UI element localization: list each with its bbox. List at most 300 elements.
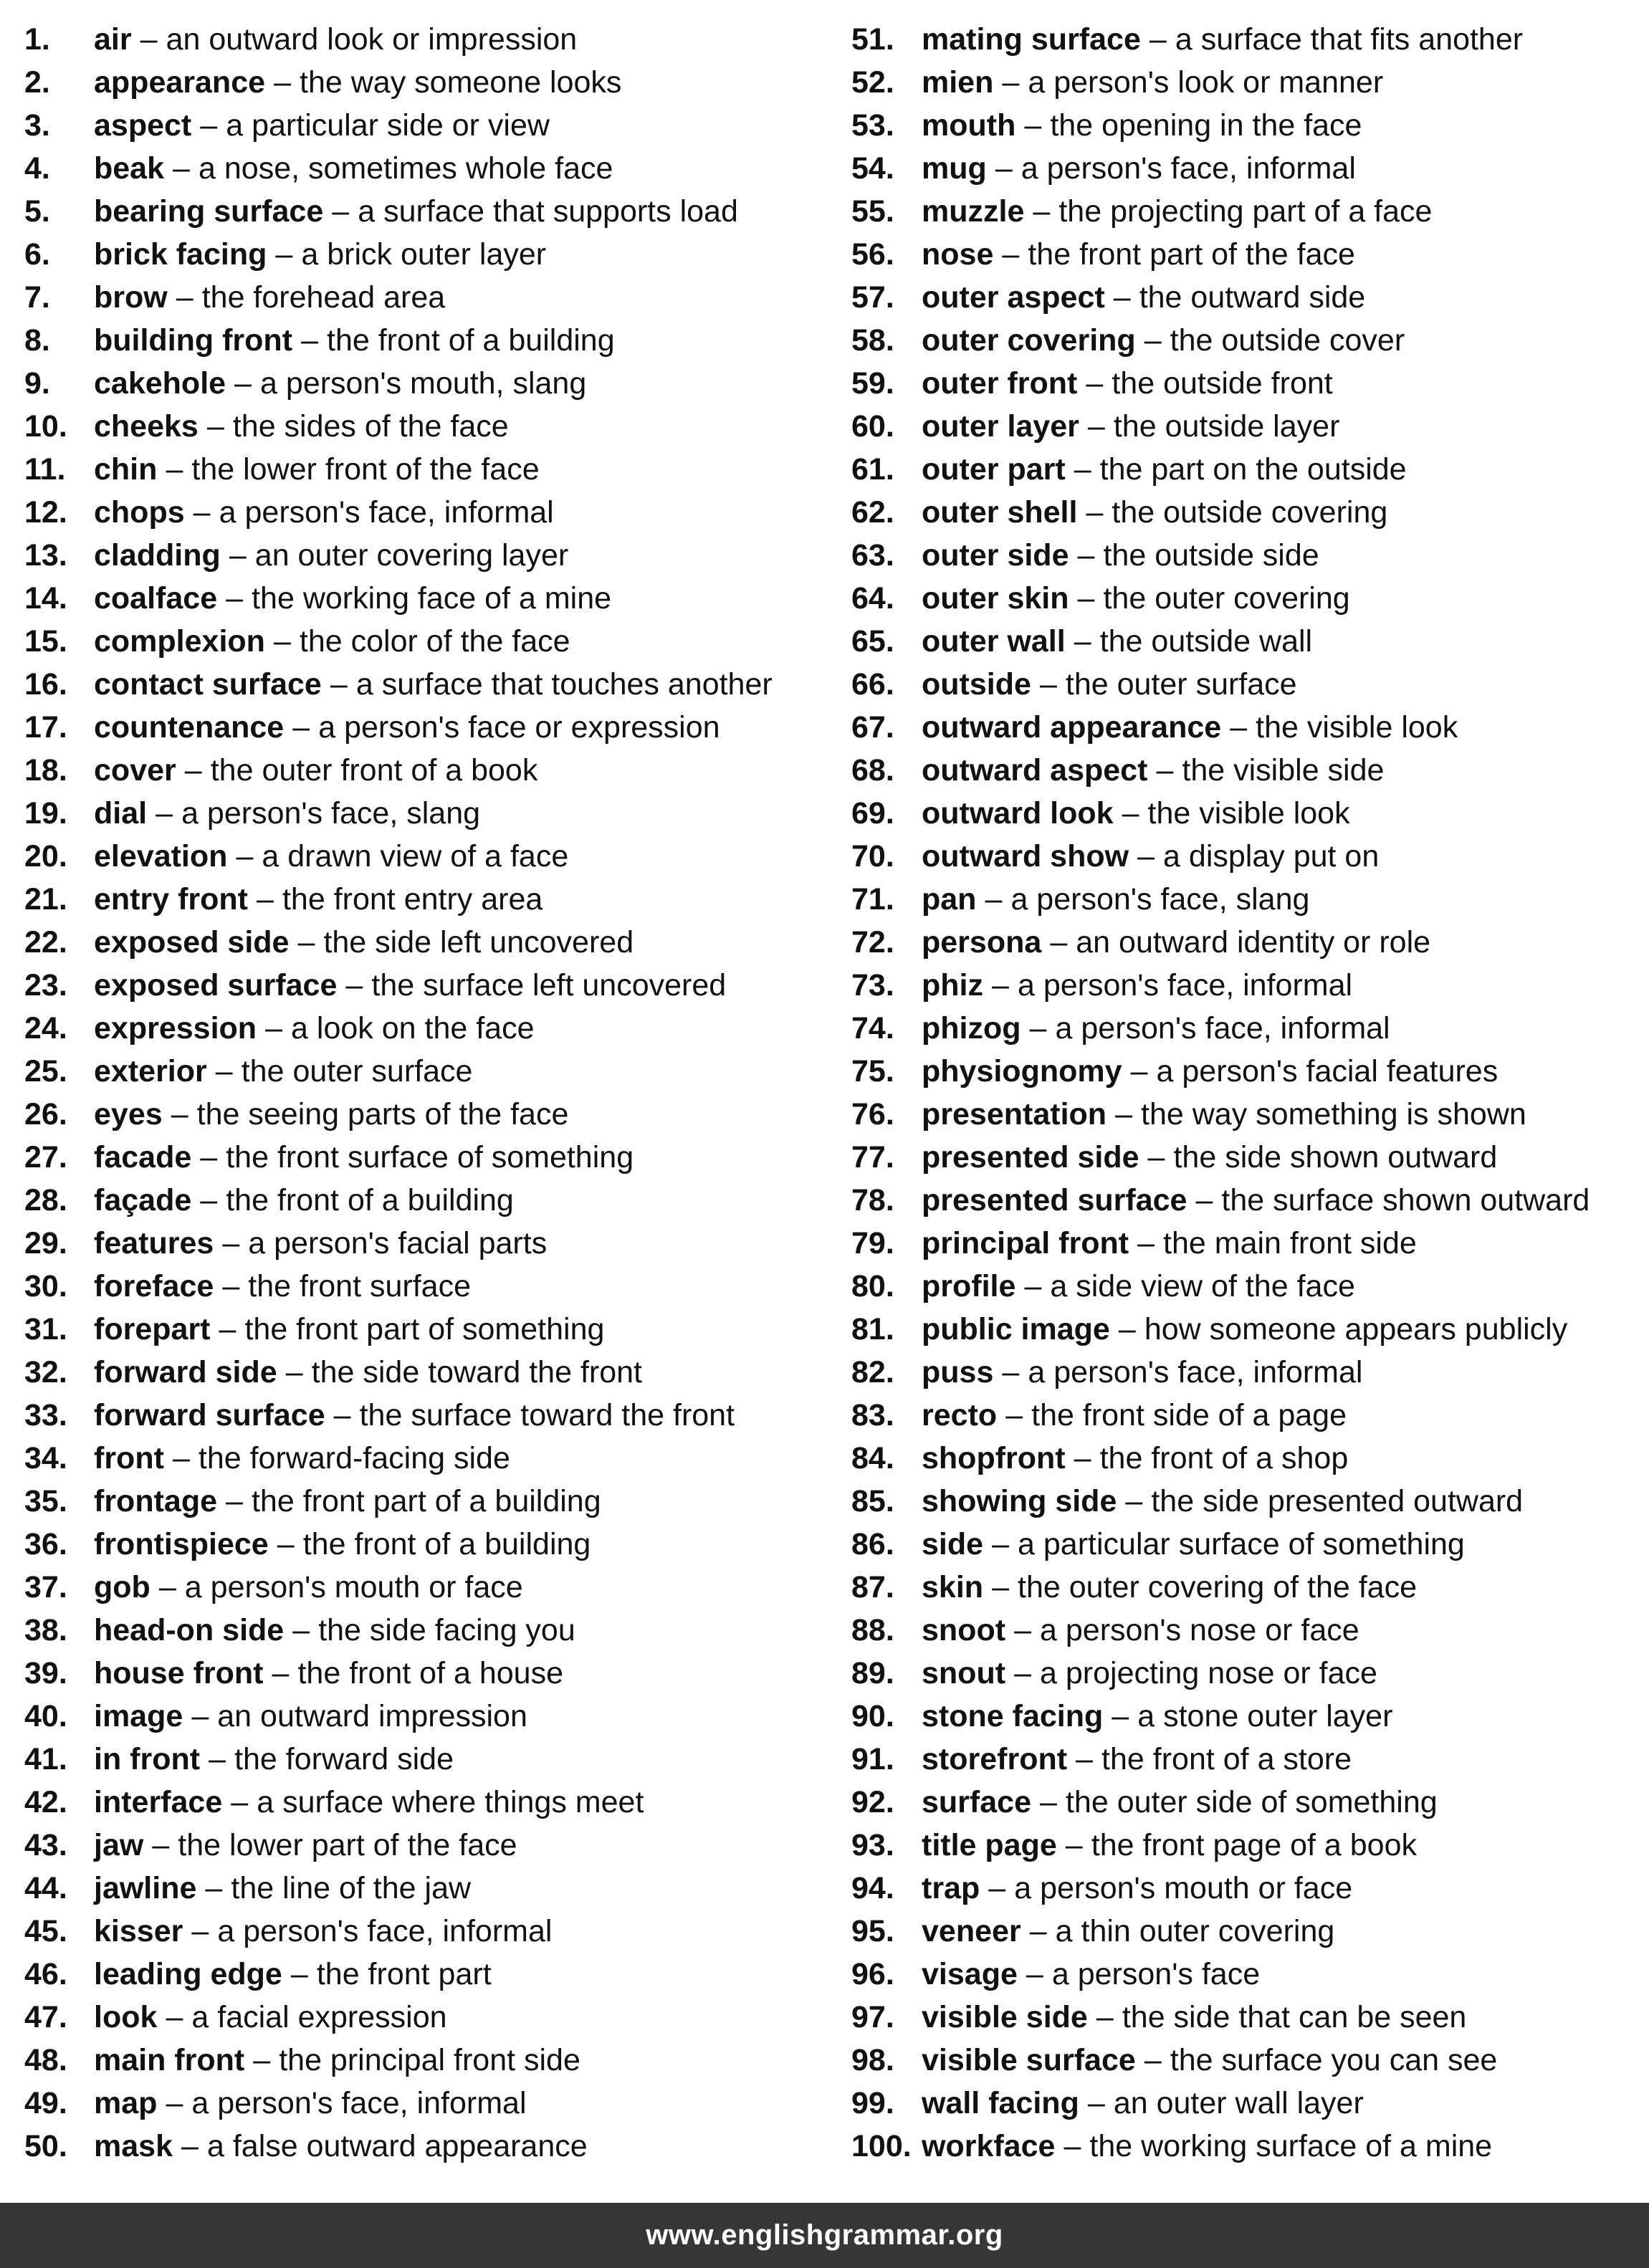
- list-item: [24, 1222, 834, 1265]
- list-item: [24, 534, 834, 577]
- item-term: jaw: [94, 1828, 144, 1862]
- item-term: public image: [922, 1312, 1110, 1346]
- item-definition: a look on the face: [291, 1011, 535, 1046]
- item-definition: a person's facial parts: [248, 1226, 548, 1260]
- item-number: 68.: [851, 753, 894, 788]
- list-item: [851, 663, 1647, 706]
- item-term: air: [94, 22, 132, 57]
- item-term: main front: [94, 2043, 245, 2077]
- item-definition: a surface that fits another: [1175, 22, 1524, 57]
- list-item: [851, 1695, 1647, 1738]
- item-number: 59.: [851, 366, 894, 401]
- item-number: 25.: [24, 1054, 67, 1088]
- item-term: visible surface: [922, 2043, 1136, 2077]
- item-definition: the front side of a page: [1031, 1398, 1347, 1432]
- item-number: 70.: [851, 839, 894, 874]
- item-number: 23.: [24, 968, 67, 1003]
- item-definition: the front of a building: [327, 323, 615, 358]
- item-term: principal front: [922, 1226, 1129, 1260]
- item-number: 27.: [24, 1140, 67, 1174]
- item-definition: the part on the outside: [1099, 452, 1407, 487]
- item-definition: the outward side: [1139, 280, 1366, 315]
- item-separator: –: [1077, 538, 1095, 573]
- item-number: 92.: [851, 1785, 894, 1819]
- item-number: 61.: [851, 452, 894, 487]
- item-term: workface: [922, 2129, 1056, 2163]
- item-definition: a thin outer covering: [1055, 1914, 1335, 1948]
- item-number: 71.: [851, 882, 894, 917]
- item-separator: –: [995, 151, 1013, 186]
- item-separator: –: [285, 1355, 303, 1389]
- item-definition: the line of the jaw: [231, 1871, 472, 1905]
- list-item: [24, 1781, 834, 1824]
- item-definition: the lower part of the face: [178, 1828, 517, 1862]
- item-definition: the outer covering of the face: [1018, 1570, 1417, 1604]
- item-separator: –: [156, 796, 173, 831]
- list-item: [24, 620, 834, 663]
- item-term: snout: [922, 1656, 1006, 1690]
- list-item: [851, 534, 1647, 577]
- item-term: facade: [94, 1140, 192, 1174]
- item-definition: the forehead area: [201, 280, 446, 315]
- item-separator: –: [166, 452, 183, 487]
- list-item: [24, 1093, 834, 1136]
- item-number: 12.: [24, 495, 67, 530]
- list-item: [24, 1394, 834, 1437]
- item-definition: the visible side: [1182, 753, 1385, 788]
- footer-website-link[interactable]: www.englishgrammar.org: [646, 2219, 1003, 2251]
- item-separator: –: [272, 1656, 290, 1690]
- list-item: [851, 1394, 1647, 1437]
- list-item: [851, 190, 1647, 233]
- item-number: 87.: [851, 1570, 894, 1604]
- item-definition: the surface toward the front: [359, 1398, 735, 1432]
- item-separator: –: [1122, 796, 1139, 831]
- item-number: 41.: [24, 1742, 67, 1776]
- list-item: [24, 1910, 834, 1953]
- item-separator: –: [1147, 1140, 1165, 1174]
- item-separator: –: [1149, 22, 1167, 57]
- item-term: profile: [922, 1269, 1016, 1303]
- item-number: 22.: [24, 925, 67, 960]
- item-definition: the front of a shop: [1099, 1441, 1349, 1475]
- item-separator: –: [172, 1441, 190, 1475]
- item-term: coalface: [94, 581, 218, 616]
- item-term: look: [94, 2000, 158, 2034]
- list-item: [851, 792, 1647, 835]
- item-term: forward surface: [94, 1398, 325, 1432]
- item-number: 33.: [24, 1398, 67, 1432]
- word-list-left-column: [24, 18, 834, 2168]
- item-separator: –: [1077, 581, 1095, 616]
- item-number: 57.: [851, 280, 894, 315]
- item-separator: –: [166, 2000, 183, 2034]
- item-separator: –: [205, 1871, 223, 1905]
- item-term: stone facing: [922, 1699, 1104, 1733]
- item-term: façade: [94, 1183, 192, 1217]
- item-number: 74.: [851, 1011, 894, 1046]
- item-term: eyes: [94, 1097, 163, 1131]
- item-number: 78.: [851, 1183, 894, 1217]
- item-term: outer front: [922, 366, 1078, 401]
- item-number: 2.: [24, 65, 50, 100]
- item-definition: the outside covering: [1112, 495, 1388, 530]
- item-term: snoot: [922, 1613, 1006, 1647]
- item-term: frontage: [94, 1484, 217, 1518]
- item-separator: –: [222, 1269, 240, 1303]
- list-item: [24, 2082, 834, 2125]
- list-item: [24, 190, 834, 233]
- item-definition: the outer front of a book: [210, 753, 538, 788]
- item-definition: the seeing parts of the face: [196, 1097, 569, 1131]
- item-separator: –: [1050, 925, 1068, 960]
- item-separator: –: [1130, 1054, 1148, 1088]
- item-definition: a brick outer layer: [301, 237, 547, 272]
- list-item: [851, 147, 1647, 190]
- item-definition: the outer covering: [1103, 581, 1350, 616]
- item-term: outer layer: [922, 409, 1079, 444]
- item-term: presentation: [922, 1097, 1107, 1131]
- list-item: [851, 1781, 1647, 1824]
- item-term: appearance: [94, 65, 266, 100]
- item-separator: –: [1112, 1699, 1129, 1733]
- item-number: 96.: [851, 1957, 894, 1991]
- item-number: 58.: [851, 323, 894, 358]
- list-item: [24, 1050, 834, 1093]
- list-item: [24, 1480, 834, 1523]
- item-separator: –: [275, 237, 293, 272]
- item-definition: the front of a building: [302, 1527, 591, 1561]
- item-separator: –: [1014, 1656, 1031, 1690]
- item-number: 85.: [851, 1484, 894, 1518]
- list-item: [24, 1867, 834, 1910]
- item-definition: the outside cover: [1170, 323, 1405, 358]
- item-separator: –: [166, 2086, 183, 2120]
- list-item: [24, 1652, 834, 1695]
- item-separator: –: [176, 280, 193, 315]
- item-definition: a false outward appearance: [206, 2129, 588, 2163]
- list-item: [24, 233, 834, 276]
- item-term: house front: [94, 1656, 264, 1690]
- item-definition: a person's face, informal: [1021, 151, 1356, 186]
- item-definition: the visible look: [1256, 710, 1458, 745]
- item-separator: –: [200, 1183, 218, 1217]
- item-number: 55.: [851, 194, 894, 229]
- item-term: skin: [922, 1570, 984, 1604]
- list-item: [24, 61, 834, 104]
- item-number: 93.: [851, 1828, 894, 1862]
- item-definition: the side presented outward: [1151, 1484, 1524, 1518]
- item-definition: the side toward the front: [311, 1355, 642, 1389]
- item-number: 72.: [851, 925, 894, 960]
- item-definition: a nose, sometimes whole face: [199, 151, 613, 186]
- list-item: [851, 276, 1647, 319]
- item-separator: –: [1195, 1183, 1213, 1217]
- item-separator: –: [234, 366, 252, 401]
- item-term: jawline: [94, 1871, 197, 1905]
- item-separator: –: [229, 538, 247, 573]
- item-term: frontispiece: [94, 1527, 269, 1561]
- item-separator: –: [273, 624, 291, 659]
- item-term: aspect: [94, 108, 192, 143]
- item-number: 19.: [24, 796, 67, 831]
- item-definition: the forward-facing side: [198, 1441, 510, 1475]
- item-separator: –: [985, 882, 1003, 917]
- item-definition: the sides of the face: [232, 409, 509, 444]
- item-term: pan: [922, 882, 977, 917]
- item-separator: –: [1144, 323, 1162, 358]
- item-term: presented surface: [922, 1183, 1187, 1217]
- item-definition: the front of a building: [226, 1183, 514, 1217]
- item-separator: –: [988, 1871, 1006, 1905]
- item-definition: the projecting part of a face: [1058, 194, 1433, 229]
- item-term: outer skin: [922, 581, 1069, 616]
- item-term: showing side: [922, 1484, 1117, 1518]
- item-definition: the way someone looks: [300, 65, 622, 100]
- item-definition: the front entry area: [282, 882, 543, 917]
- list-item: [851, 964, 1647, 1007]
- item-separator: –: [209, 1742, 226, 1776]
- item-number: 47.: [24, 2000, 67, 2034]
- item-definition: the outer surface: [1065, 667, 1297, 702]
- item-term: exposed surface: [94, 968, 338, 1003]
- item-separator: –: [193, 495, 211, 530]
- list-item: [851, 61, 1647, 104]
- list-item: [24, 448, 834, 491]
- item-separator: –: [1086, 495, 1104, 530]
- item-definition: the working surface of a mine: [1089, 2129, 1493, 2163]
- item-definition: a person's face, informal: [1028, 1355, 1363, 1389]
- item-number: 1.: [24, 22, 50, 57]
- item-number: 30.: [24, 1269, 67, 1303]
- item-separator: –: [1125, 1484, 1143, 1518]
- item-number: 91.: [851, 1742, 894, 1776]
- item-definition: the front of a store: [1101, 1742, 1352, 1776]
- item-number: 56.: [851, 237, 894, 272]
- item-definition: a person's face, informal: [1055, 1011, 1390, 1046]
- item-number: 13.: [24, 538, 67, 573]
- item-number: 95.: [851, 1914, 894, 1948]
- item-number: 53.: [851, 108, 894, 143]
- item-term: kisser: [94, 1914, 183, 1948]
- item-term: dial: [94, 796, 148, 831]
- item-term: outer shell: [922, 495, 1078, 530]
- item-definition: the front surface: [248, 1269, 472, 1303]
- item-number: 18.: [24, 753, 67, 788]
- item-separator: –: [1002, 237, 1020, 272]
- item-number: 51.: [851, 22, 894, 57]
- item-number: 26.: [24, 1097, 67, 1131]
- item-term: trap: [922, 1871, 980, 1905]
- item-term: mating surface: [922, 22, 1141, 57]
- item-term: shopfront: [922, 1441, 1066, 1475]
- item-term: exterior: [94, 1054, 207, 1088]
- item-separator: –: [184, 753, 202, 788]
- item-separator: –: [173, 151, 190, 186]
- item-definition: a person's face, slang: [1010, 882, 1310, 917]
- item-separator: –: [200, 108, 218, 143]
- item-separator: –: [1033, 194, 1051, 229]
- item-number: 45.: [24, 1914, 67, 1948]
- item-definition: a person's mouth, slang: [260, 366, 587, 401]
- item-definition: the outer surface: [241, 1054, 473, 1088]
- list-item: [24, 491, 834, 534]
- list-item: [24, 1566, 834, 1609]
- item-number: 80.: [851, 1269, 894, 1303]
- list-item: [24, 1996, 834, 2039]
- item-number: 54.: [851, 151, 894, 186]
- list-item: [24, 792, 834, 835]
- item-separator: –: [290, 1957, 308, 1991]
- item-term: interface: [94, 1785, 223, 1819]
- list-item: [851, 577, 1647, 620]
- item-term: beak: [94, 151, 165, 186]
- item-number: 40.: [24, 1699, 67, 1733]
- item-number: 21.: [24, 882, 67, 917]
- item-term: veneer: [922, 1914, 1021, 1948]
- list-item: [851, 1179, 1647, 1222]
- item-separator: –: [1026, 1957, 1043, 1991]
- item-separator: –: [1002, 65, 1020, 100]
- item-separator: –: [231, 1785, 249, 1819]
- list-item: [851, 1609, 1647, 1652]
- list-item: [851, 1867, 1647, 1910]
- item-term: building front: [94, 323, 293, 358]
- item-term: head-on side: [94, 1613, 285, 1647]
- item-term: cladding: [94, 538, 221, 573]
- item-definition: the opening in the face: [1050, 108, 1362, 143]
- item-separator: –: [292, 1613, 310, 1647]
- item-number: 24.: [24, 1011, 67, 1046]
- item-term: bearing surface: [94, 194, 324, 229]
- item-number: 89.: [851, 1656, 894, 1690]
- item-definition: the front part of something: [244, 1312, 605, 1346]
- item-term: outward aspect: [922, 753, 1148, 788]
- list-item: [851, 1308, 1647, 1351]
- item-separator: –: [297, 925, 315, 960]
- item-definition: the side facing you: [318, 1613, 575, 1647]
- item-term: outward appearance: [922, 710, 1222, 745]
- list-item: [851, 878, 1647, 921]
- list-item: [851, 749, 1647, 792]
- item-definition: a person's face, slang: [181, 796, 481, 831]
- item-separator: –: [1074, 452, 1091, 487]
- item-number: 73.: [851, 968, 894, 1003]
- item-definition: the outside side: [1103, 538, 1319, 573]
- item-definition: a stone outer layer: [1137, 1699, 1393, 1733]
- item-separator: –: [1076, 1742, 1094, 1776]
- item-term: gob: [94, 1570, 150, 1604]
- item-term: front: [94, 1441, 164, 1475]
- item-number: 11.: [24, 452, 66, 487]
- list-item: [24, 1609, 834, 1652]
- list-item: [851, 921, 1647, 964]
- item-number: 38.: [24, 1613, 67, 1647]
- list-item: [851, 1050, 1647, 1093]
- item-number: 14.: [24, 581, 67, 616]
- item-term: cover: [94, 753, 176, 788]
- item-separator: –: [152, 1828, 170, 1862]
- item-term: mug: [922, 151, 987, 186]
- item-term: muzzle: [922, 194, 1025, 229]
- item-term: in front: [94, 1742, 201, 1776]
- list-item: [851, 1652, 1647, 1695]
- item-separator: –: [1005, 1398, 1023, 1432]
- list-item: [851, 1738, 1647, 1781]
- list-item: [851, 104, 1647, 147]
- item-term: features: [94, 1226, 214, 1260]
- item-term: presented side: [922, 1140, 1139, 1174]
- item-term: title page: [922, 1828, 1057, 1862]
- item-separator: –: [1096, 2000, 1114, 2034]
- item-definition: a person's face: [1051, 1957, 1261, 1991]
- item-term: cheeks: [94, 409, 199, 444]
- item-separator: –: [992, 1570, 1009, 1604]
- item-number: 99.: [851, 2086, 894, 2120]
- list-item: [851, 1136, 1647, 1179]
- list-item: [851, 1093, 1647, 1136]
- item-separator: –: [332, 194, 350, 229]
- item-separator: –: [181, 2129, 199, 2163]
- list-item: [24, 1308, 834, 1351]
- item-separator: –: [292, 710, 310, 745]
- item-term: phizog: [922, 1011, 1021, 1046]
- item-definition: a side view of the face: [1050, 1269, 1355, 1303]
- item-number: 7.: [24, 280, 50, 315]
- list-item: [851, 405, 1647, 448]
- item-definition: a person's facial features: [1156, 1054, 1499, 1088]
- list-item: [851, 1351, 1647, 1394]
- item-number: 16.: [24, 667, 67, 702]
- item-separator: –: [191, 1699, 209, 1733]
- item-separator: –: [1087, 2086, 1105, 2120]
- item-separator: –: [992, 968, 1009, 1003]
- item-term: mask: [94, 2129, 173, 2163]
- list-item: [24, 1136, 834, 1179]
- list-item: [851, 233, 1647, 276]
- item-number: 37.: [24, 1570, 67, 1604]
- list-item: [24, 663, 834, 706]
- item-number: 75.: [851, 1054, 894, 1088]
- item-definition: the outside front: [1112, 366, 1333, 401]
- item-separator: –: [219, 1312, 236, 1346]
- item-separator: –: [265, 1011, 283, 1046]
- item-separator: –: [1074, 1441, 1091, 1475]
- item-term: image: [94, 1699, 183, 1733]
- item-definition: an outer wall layer: [1113, 2086, 1364, 2120]
- item-separator: –: [1074, 624, 1091, 659]
- list-item: [24, 104, 834, 147]
- item-definition: a person's face, informal: [219, 495, 554, 530]
- item-separator: –: [1115, 1097, 1132, 1131]
- list-item: [24, 749, 834, 792]
- item-number: 20.: [24, 839, 67, 874]
- list-item: [24, 1007, 834, 1050]
- item-term: brow: [94, 280, 168, 315]
- item-term: phiz: [922, 968, 983, 1003]
- list-item: [851, 448, 1647, 491]
- item-number: 28.: [24, 1183, 67, 1217]
- item-definition: the surface left uncovered: [371, 968, 727, 1003]
- item-term: exposed side: [94, 925, 290, 960]
- list-item: [851, 620, 1647, 663]
- list-item: [851, 1437, 1647, 1480]
- item-definition: the front page of a book: [1091, 1828, 1417, 1862]
- list-item: [851, 2039, 1647, 2082]
- item-separator: –: [1086, 366, 1104, 401]
- item-term: expression: [94, 1011, 257, 1046]
- item-definition: the side left uncovered: [323, 925, 634, 960]
